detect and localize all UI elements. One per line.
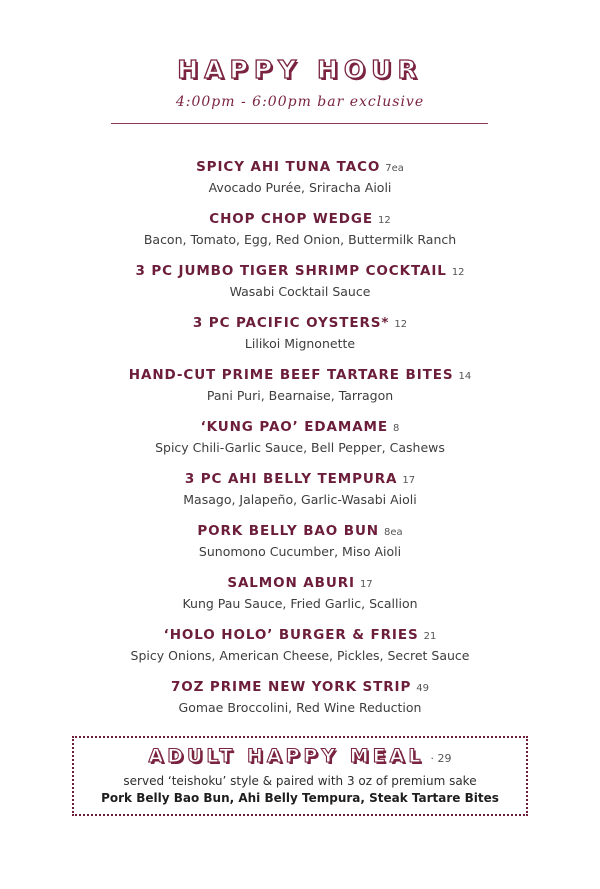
item-name: 3 PC JUMBO TIGER SHRIMP COCKTAIL: [135, 263, 447, 279]
combo-title: ADULT HAPPY MEAL: [148, 745, 425, 767]
item-description: Wasabi Cocktail Sauce: [229, 284, 371, 299]
item-name: SPICY AHI TUNA TACO: [196, 159, 381, 175]
combo-price: · 29: [430, 752, 452, 765]
item-name: HAND-CUT PRIME BEEF TARTARE BITES: [128, 367, 454, 383]
combo-items: Pork Belly Bao Bun, Ahi Belly Tempura, Steak Tartare Bites: [101, 791, 499, 805]
item-price: 17: [402, 475, 416, 486]
menu-item: [0, 262, 600, 314]
header-divider: [111, 123, 488, 124]
menu-list: [0, 158, 600, 730]
menu-item: [0, 314, 600, 366]
item-price: 21: [423, 631, 437, 642]
item-name: SALMON ABURI: [227, 575, 355, 591]
item-price: 14: [458, 371, 472, 382]
item-name: ‘KUNG PAO’ EDAMAME: [200, 419, 389, 435]
item-description: Lilikoi Mignonette: [244, 336, 356, 351]
item-name: PORK BELLY BAO BUN: [197, 523, 380, 539]
item-price: 12: [394, 319, 408, 330]
combo-description: served ‘teishoku’ style & paired with 3 oz of premium sake: [123, 774, 477, 788]
item-name: ‘HOLO HOLO’ BURGER & FRIES: [163, 627, 419, 643]
item-name: 3 PC AHI BELLY TEMPURA: [184, 471, 398, 487]
menu-item: [0, 626, 600, 678]
item-price: 17: [359, 579, 373, 590]
item-price: 8: [393, 423, 400, 434]
item-name: 7OZ PRIME NEW YORK STRIP: [170, 679, 412, 695]
item-price: 12: [377, 215, 391, 226]
menu-item: [0, 574, 600, 626]
menu-item: [0, 522, 600, 574]
menu-item: [0, 470, 600, 522]
menu-item: [0, 678, 600, 730]
item-price: 49: [416, 683, 430, 694]
menu-item: [0, 158, 600, 210]
menu-item: [0, 418, 600, 470]
item-description: Spicy Onions, American Cheese, Pickles, Secret Sauce: [130, 648, 470, 663]
menu-item: [0, 210, 600, 262]
item-price: 8ea: [384, 527, 403, 538]
adult-happy-meal-box: [72, 736, 528, 816]
item-description: Avocado Purée, Sriracha Aioli: [208, 180, 392, 195]
item-description: Kung Pau Sauce, Fried Garlic, Scallion: [182, 596, 418, 611]
menu-item: [0, 366, 600, 418]
item-price: 7ea: [385, 163, 404, 174]
item-name: 3 PC PACIFIC OYSTERS*: [192, 315, 390, 331]
menu-title: HAPPY HOUR: [177, 55, 423, 84]
item-description: Pani Puri, Bearnaise, Tarragon: [206, 388, 394, 403]
menu-subtitle: 4:00pm - 6:00pm bar exclusive: [175, 94, 425, 110]
item-description: Gomae Broccolini, Red Wine Reduction: [178, 700, 422, 715]
item-name: CHOP CHOP WEDGE: [209, 211, 373, 227]
item-description: Spicy Chili-Garlic Sauce, Bell Pepper, Cashews: [155, 440, 445, 455]
item-description: Masago, Jalapeño, Garlic-Wasabi Aioli: [183, 492, 417, 507]
item-price: 12: [451, 267, 465, 278]
item-description: Sunomono Cucumber, Miso Aioli: [198, 544, 402, 559]
item-description: Bacon, Tomato, Egg, Red Onion, Buttermilk Ranch: [143, 232, 457, 247]
